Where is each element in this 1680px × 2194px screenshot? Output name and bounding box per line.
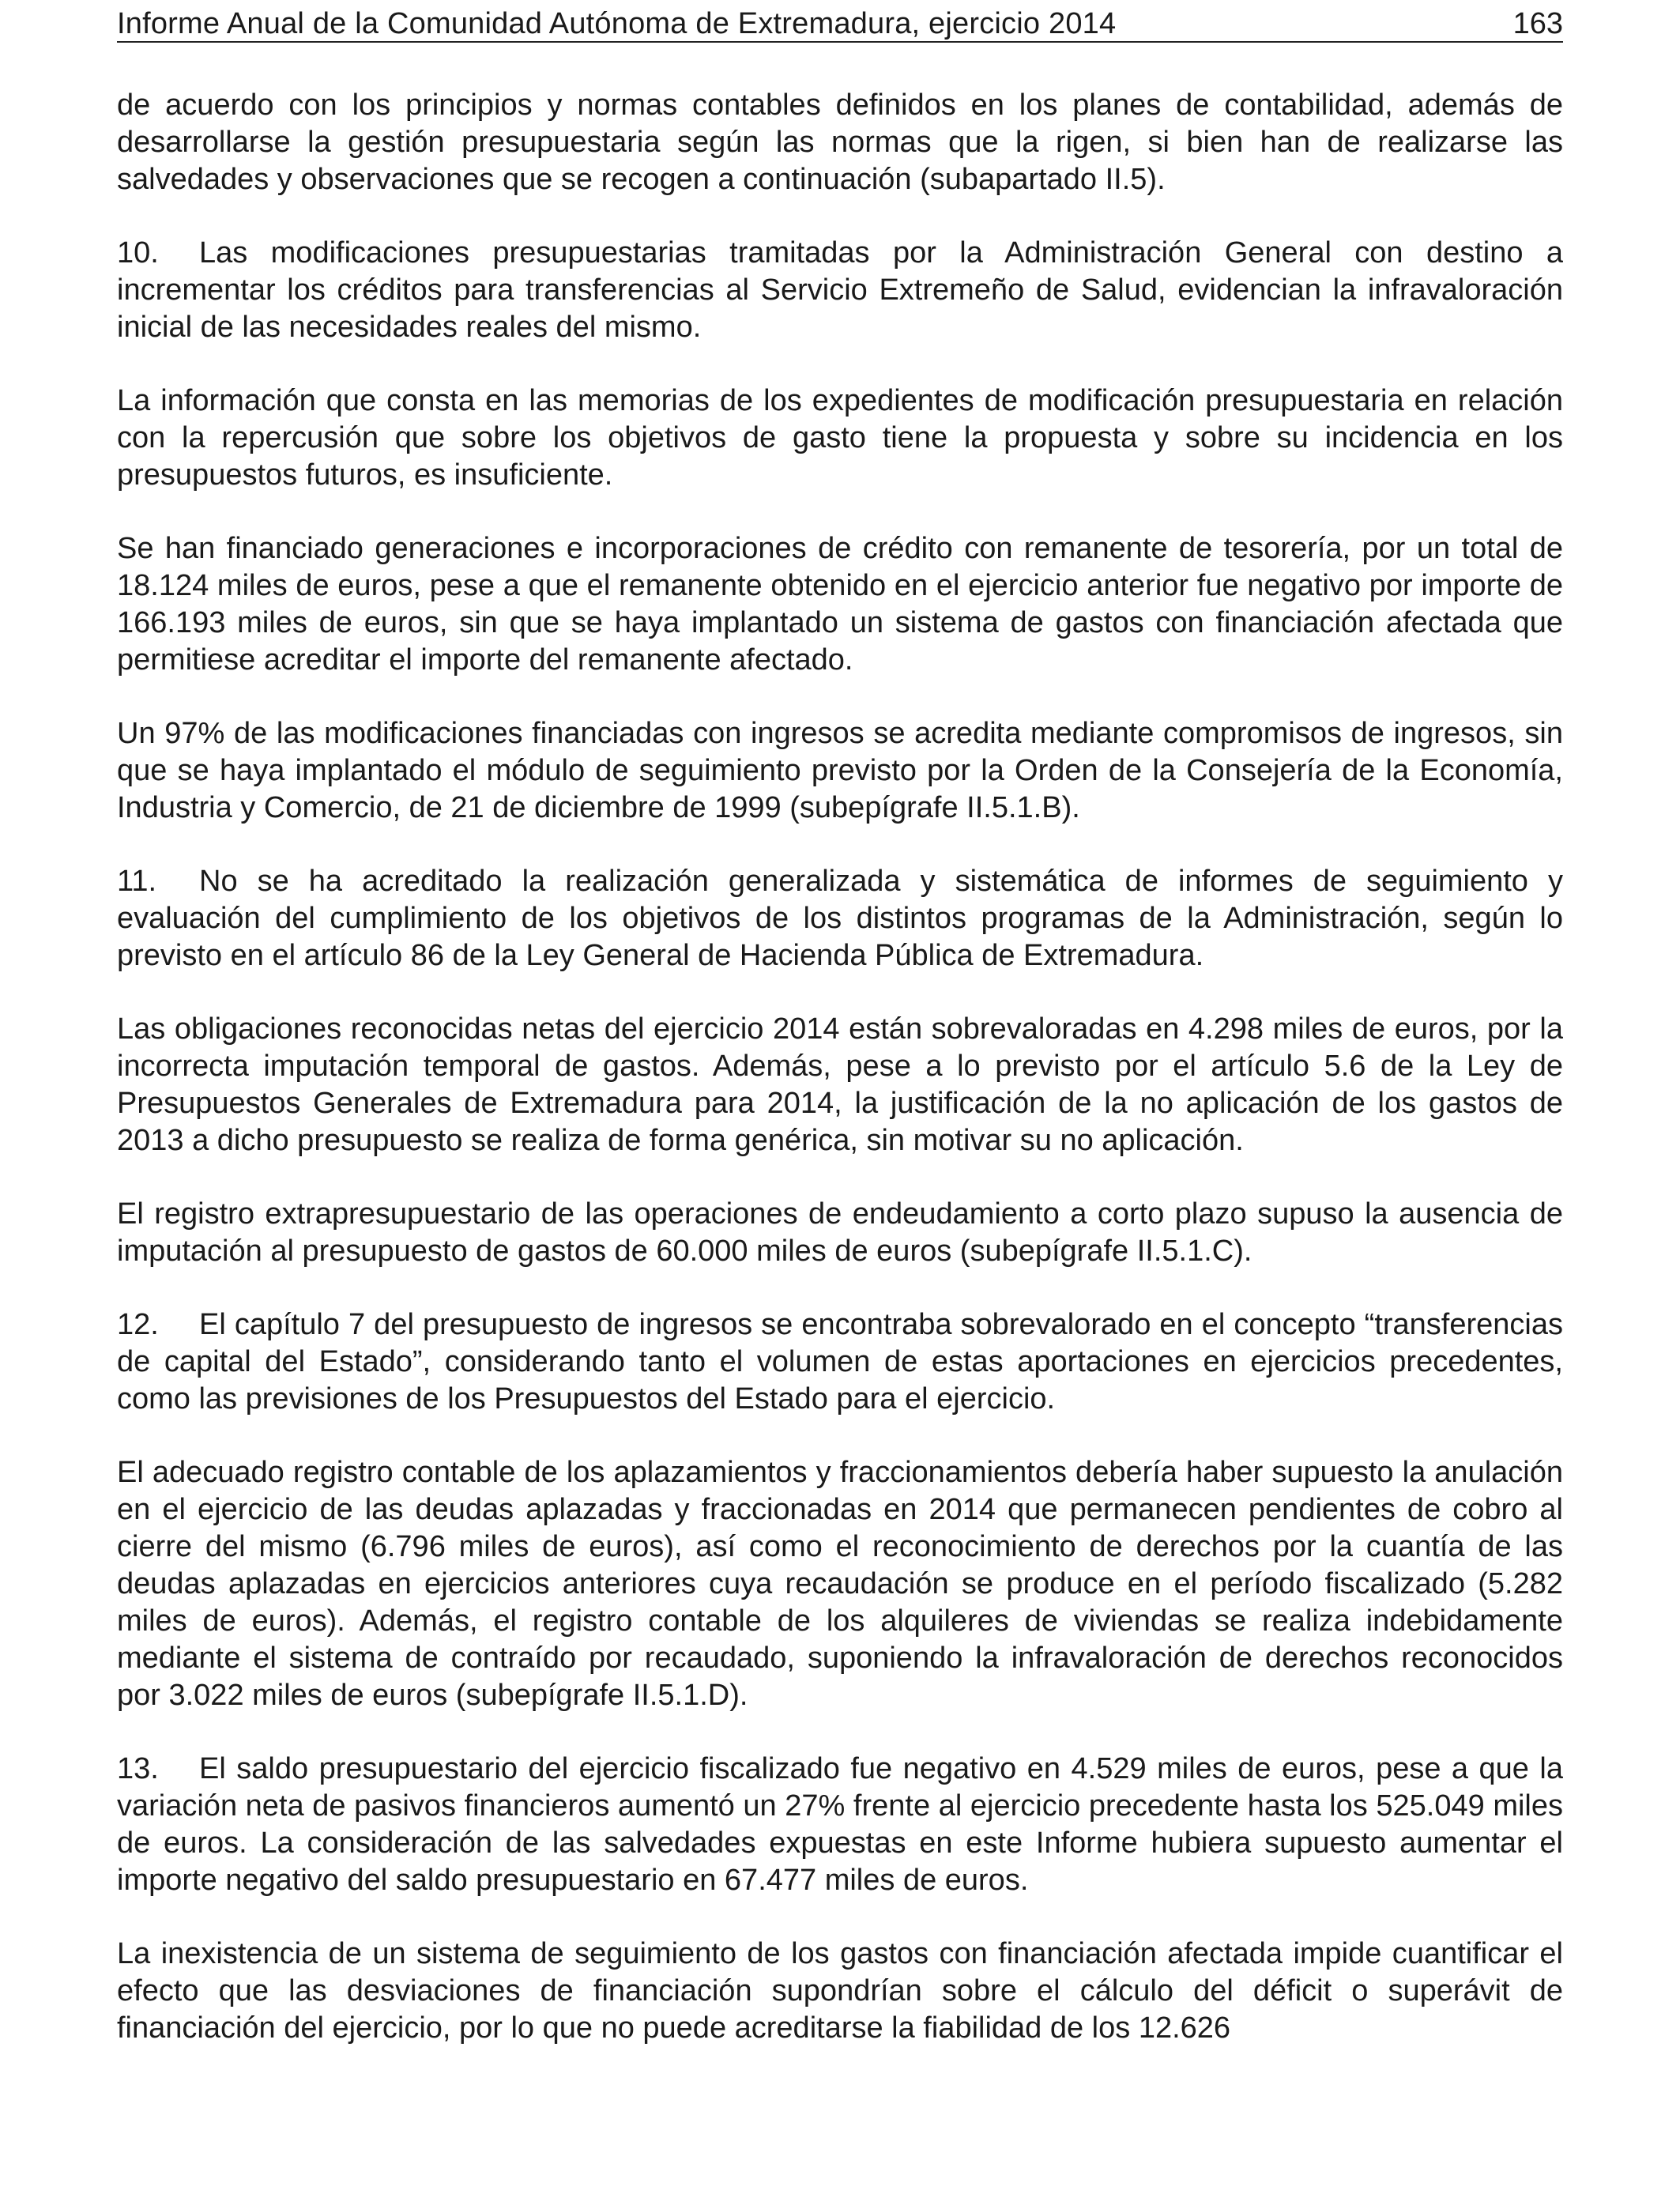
paragraph (117, 87, 1563, 198)
paragraph-text: El adecuado registro contable de los aplazamientos y fraccionamientos debería haber supuesto la anulación en el ejercicio de las deudas aplazadas y fraccionadas en 2014 que permanecen pendientes de cobro al cierre del mismo (6.796 miles de euros), así como el reconocimiento de derechos por la cuantía de las deudas aplazadas en ejercicios anteriores cuya recaudación se produce en el período fiscalizado (5.282 miles de euros). Además, el registro contable de los alquileres de viviendas se realiza indebidamente mediante el sistema de contraído por recaudado, suponiendo la infravaloración de derechos reconocidos por 3.022 miles de euros (subepígrafe II.5.1.D). (117, 1456, 1563, 1712)
paragraph-text: La información que consta en las memorias de los expedientes de modificación presupuestaria en relación con la repercusión que sobre los objetivos de gasto tiene la propuesta y sobre su incidencia en los presupuestos futuros, es insuficiente. (117, 384, 1563, 492)
paragraph (117, 383, 1563, 494)
paragraph (117, 1196, 1563, 1270)
page-number: 163 (1512, 7, 1563, 40)
paragraph-text: Un 97% de las modificaciones financiadas con ingresos se acredita mediante compromisos de ingresos, sin que se haya implantado el módulo de seguimiento previsto por la Orden de la Consejería de la Economía, Industria y Comercio, de 21 de diciembre de 1999 (subepígrafe II.5.1.B). (117, 717, 1563, 824)
body-text (117, 87, 1563, 2047)
paragraph (117, 1454, 1563, 1714)
paragraph-number: 11. (117, 865, 157, 898)
paragraph (117, 1936, 1563, 2047)
paragraph-text: La inexistencia de un sistema de seguimiento de los gastos con financiación afectada impide cuantificar el efecto que las desviaciones de financiación supondrían sobre el cálculo del déficit o superávit de financiación del ejercicio, por lo que no puede acreditarse la fiabilidad de los 12.626 (117, 1937, 1563, 2045)
numbered-paragraph (117, 1751, 1563, 1899)
numbered-paragraph (117, 235, 1563, 346)
numbered-paragraph (117, 863, 1563, 974)
paragraph-text: El saldo presupuestario del ejercicio fiscalizado fue negativo en 4.529 miles de euros, pese a que la variación neta de pasivos financieros aumentó un 27% frente al ejercicio precedente hasta los 525.049 miles de euros. La consideración de las salvedades expuestas en este Informe hubiera supuesto aumentar el importe negativo del saldo presupuestario en 67.477 miles de euros. (117, 1752, 1563, 1897)
paragraph-number: 13. (117, 1752, 159, 1785)
paragraph-text: Se han financiado generaciones e incorporaciones de crédito con remanente de tesorería, por un total de 18.124 miles de euros, pese a que el remanente obtenido en el ejercicio anterior fue negativo por importe de 166.193 miles de euros, sin que se haya implantado un sistema de gastos con financiación afectada que permitiese acreditar el importe del remanente afectado. (117, 532, 1563, 677)
paragraph-number: 10. (117, 236, 159, 270)
paragraph (117, 715, 1563, 827)
paragraph-text: El registro extrapresupuestario de las operaciones de endeudamiento a corto plazo supuso la ausencia de imputación al presupuesto de gastos de 60.000 miles de euros (subepígrafe II.5.1.C). (117, 1197, 1563, 1268)
running-header (117, 6, 1563, 43)
header-title: Informe Anual de la Comunidad Autónoma de Extremadura, ejercicio 2014 (117, 7, 1117, 40)
paragraph-text: El capítulo 7 del presupuesto de ingresos se encontraba sobrevalorado en el concepto “transferencias de capital del Estado”, considerando tanto el volumen de estas aportaciones en ejercicios precedentes, como las previsiones de los Presupuestos del Estado para el ejercicio. (117, 1308, 1563, 1416)
numbered-paragraph (117, 1306, 1563, 1418)
paragraph-text: Las obligaciones reconocidas netas del ejercicio 2014 están sobrevaloradas en 4.298 miles de euros, por la incorrecta imputación temporal de gastos. Además, pese a lo previsto por el artículo 5.6 de la Ley de Presupuestos Generales de Extremadura para 2014, la justificación de la no aplicación de los gastos de 2013 a dicho presupuesto se realiza de forma genérica, sin motivar su no aplicación. (117, 1012, 1563, 1157)
paragraph-text: No se ha acreditado la realización generalizada y sistemática de informes de seguimiento y evaluación del cumplimiento de los objetivos de los distintos programas de la Administración, según lo previsto en el artículo 86 de la Ley General de Hacienda Pública de Extremadura. (117, 865, 1563, 972)
paragraph (117, 530, 1563, 679)
paragraph (117, 1011, 1563, 1159)
paragraph-number: 12. (117, 1308, 159, 1341)
paragraph-text: de acuerdo con los principios y normas contables definidos en los planes de contabilidad, además de desarrollarse la gestión presupuestaria según las normas que la rigen, si bien han de realizarse las salvedades y observaciones que se recogen a continuación (subapartado II.5). (117, 89, 1563, 196)
paragraph-text: Las modificaciones presupuestarias tramitadas por la Administración General con destino a incrementar los créditos para transferencias al Servicio Extremeño de Salud, evidencian la infravaloración inicial de las necesidades reales del mismo. (117, 236, 1563, 344)
